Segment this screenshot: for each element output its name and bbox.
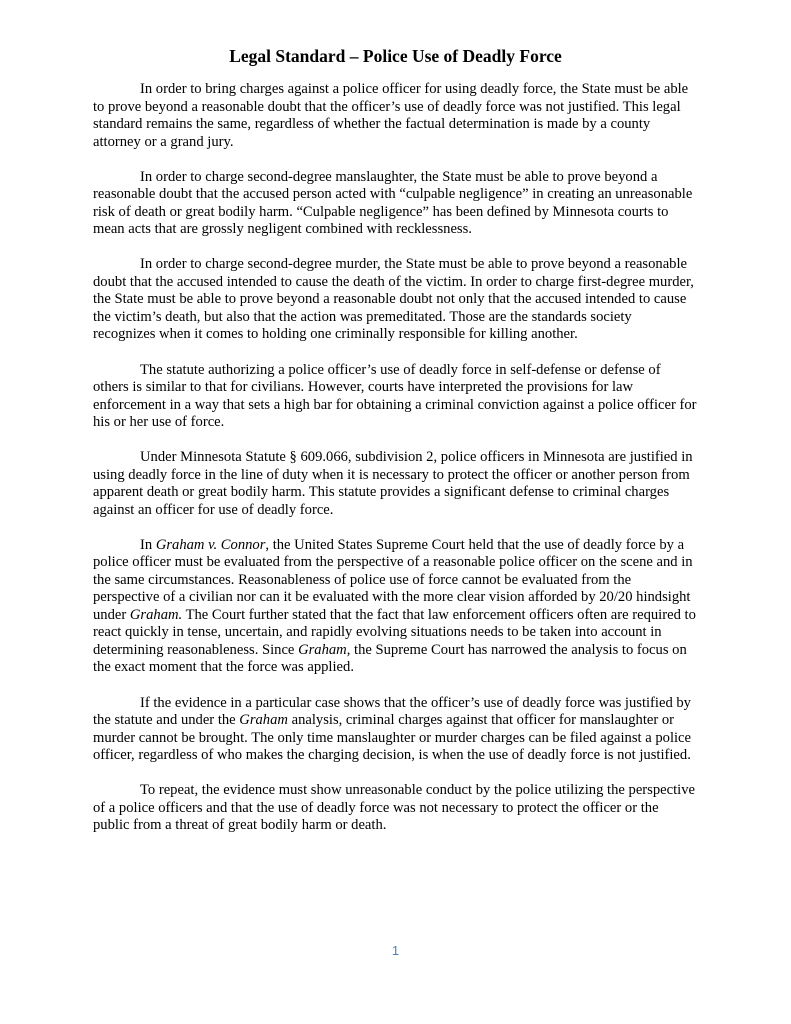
case-name-italic: Graham [298,641,347,658]
paragraph [93,537,697,677]
paragraph-text: The Court further stated that the fact that law enforcement officers often are required to react quickly in tense, uncertain, and rapidly evolving situations needs to be taken into account in determining reasonableness. Since [93,606,696,658]
paragraph [93,169,697,239]
page-number: 1 [391,943,400,958]
paragraph-text: To repeat, the evidence must show unreasonable conduct by the police utilizing the perspective of a police officers and that the use of deadly force was not necessary to protect the officer or the public from a threat of great bodily harm or death. [93,782,695,834]
paragraph-text: In [140,536,156,553]
paragraph-text: , the United States Supreme Court held that the use of deadly force by a police officer must be evaluated from the perspective of a reasonable police officer on the scene and in the same circumstances. Reasonableness of police use of force cannot be evaluated from the perspective of a civilian nor can it be evaluated with the more clear vision afforded by 20/20 hindsight under [93,536,693,623]
paragraph [93,256,697,344]
case-name-italic: Graham v. Connor [155,536,266,553]
paragraph [93,449,697,519]
document-title: Legal Standard – Police Use of Deadly Force [229,46,562,66]
paragraph-text: Under Minnesota Statute § 609.066, subdivision 2, police officers in Minnesota are justified in using deadly force in the line of duty when it is necessary to protect the officer or another person from apparent death or great bodily harm. This statute provides a significant defense to criminal charges against an officer for use of deadly force. [93,449,693,518]
paragraph-text: The statute authorizing a police officer’s use of deadly force in self-defense or defense of others is similar to that for civilians. However, courts have interpreted the provisions for law enforcement in a way that sets a high bar for obtaining a criminal conviction against a police officer for his or her use of force. [93,361,697,431]
paragraph [93,782,697,835]
case-name-italic: Graham [239,712,288,729]
paragraph-text: In order to charge second-degree murder, the State must be able to prove beyond a reasonable doubt that the accused intended to cause the death of the victim. In order to charge first-degree murder, the State must be able to prove beyond a reasonable doubt not only that the accused intended to cause the victim’s death, but also that the action was premeditated. Those are the standards society recognizes when it comes to holding one criminally responsible for killing another. [93,256,694,343]
document-body [93,81,697,853]
paragraph [93,362,697,432]
paragraph-text: If the evidence in a particular case shows that the officer’s use of deadly force was justified by the statute and under the [93,694,691,729]
paragraph-text: In order to charge second-degree manslaughter, the State must be able to prove beyond a reasonable doubt that the accused person acted with “culpable negligence” in creating an unreasonable risk of death or great bodily harm. “Culpable negligence” has been defined by Minnesota courts to mean acts that are grossly negligent combined with recklessness. [93,168,693,238]
case-name-italic: Graham. [129,606,183,623]
paragraph-text: , the Supreme Court has narrowed the analysis to focus on the exact moment that the force was applied. [93,641,687,676]
paragraph [93,81,697,151]
paragraph-text: analysis, criminal charges against that officer for manslaughter or murder cannot be brought. The only time manslaughter or murder charges can be filed against a police officer, regardless of who makes the charging decision, is when the use of deadly force is not justified. [93,712,692,764]
paragraph-text: In order to bring charges against a police officer for using deadly force, the State must be able to prove beyond a reasonable doubt that the officer’s use of deadly force was not justified. This legal standard remains the same, regardless of whether the factual determination is made by a county attorney or a grand jury. [93,81,689,150]
paragraph [93,695,697,765]
